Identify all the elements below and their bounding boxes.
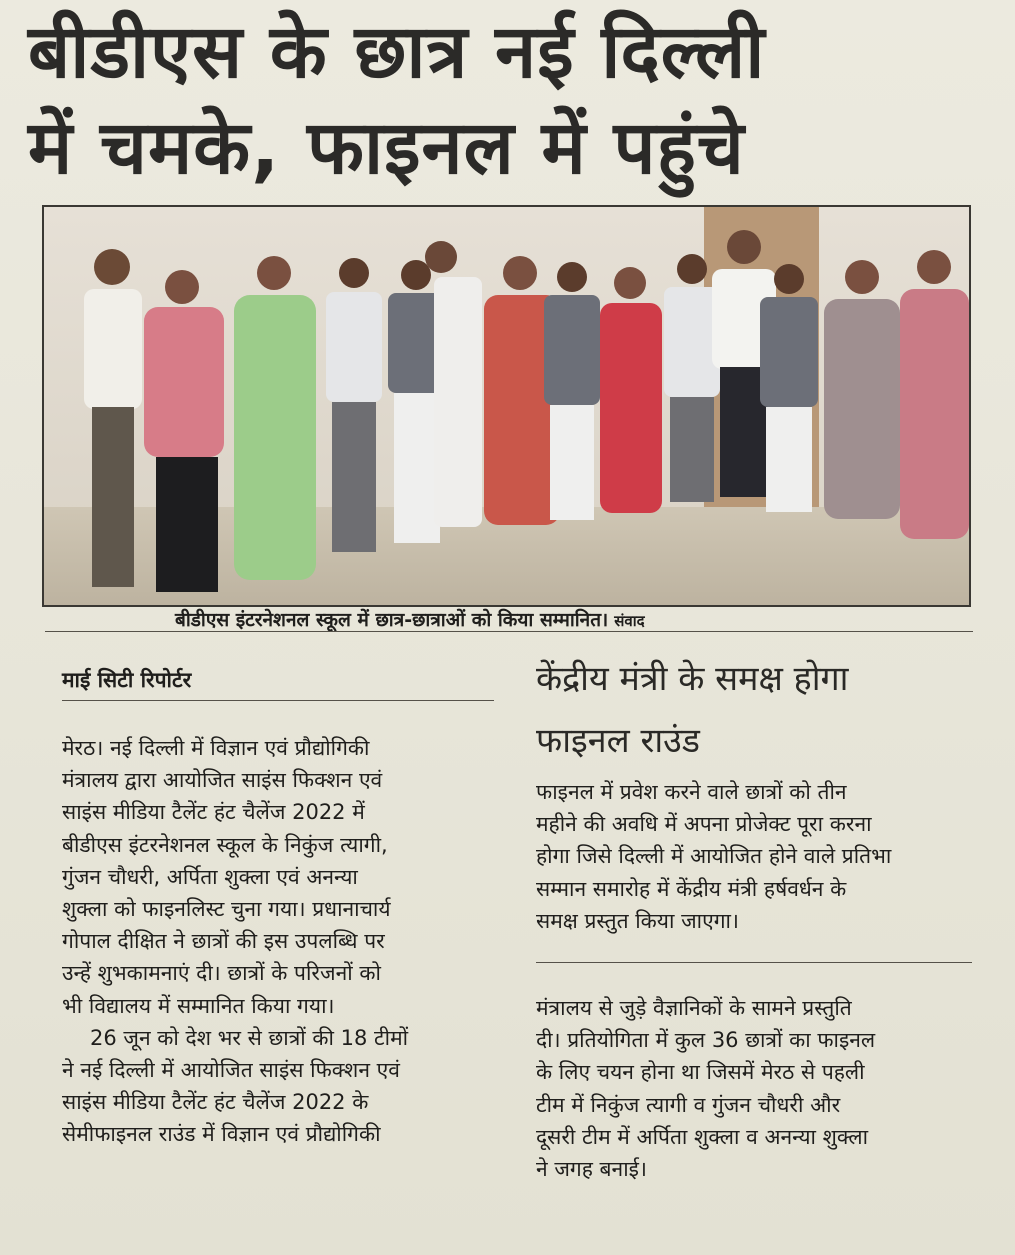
photo-caption — [175, 606, 645, 632]
body-line: 26 जून को देश भर से छात्रों की 18 टीमों — [90, 1025, 409, 1050]
group-photo-image — [44, 207, 969, 605]
right-column-top — [536, 776, 891, 937]
body-line: ने जगह बनाई। — [536, 1156, 647, 1181]
body-line: मंत्रालय द्वारा आयोजित साइंस फिक्शन एवं — [62, 768, 383, 793]
left-column — [62, 732, 408, 1150]
photo-credit: संवाद — [614, 612, 645, 630]
body-line: मंत्रालय से जुड़े वैज्ञानिकों के सामने प्रस्तुति — [536, 996, 852, 1020]
body-line: के लिए चयन होना था जिसमें मेरठ से पहली — [536, 1060, 865, 1085]
subheading-line-2: फाइनल राउंड — [536, 721, 700, 761]
body-line: गुंजन चौधरी, अर्पिता शुक्ला एवं अनन्या — [62, 864, 358, 889]
body-line: महीने की अवधि में अपना प्रोजेक्ट पूरा करना — [536, 812, 872, 837]
body-line: उन्हें शुभकामनाएं दी। छात्रों के परिजनों को — [62, 961, 381, 986]
caption-divider — [45, 631, 973, 632]
body-line: बीडीएस इंटरनेशनल स्कूल के निकुंज त्यागी, — [62, 832, 388, 857]
subheading — [536, 648, 848, 772]
body-line: दूसरी टीम में अर्पिता शुक्ला व अनन्या शुक्ला — [536, 1124, 869, 1149]
body-line: साइंस मीडिया टैलेंट हंट चैलेंज 2022 में — [62, 800, 365, 825]
news-photo — [42, 205, 971, 607]
body-line: सम्मान समारोह में केंद्रीय मंत्री हर्षवर्धन के — [536, 876, 847, 901]
body-line: साइंस मीडिया टैलेंट हंट चैलेंज 2022 के — [62, 1090, 369, 1115]
body-line: गोपाल दीक्षित ने छात्रों की इस उपलब्धि पर — [62, 929, 385, 954]
body-line: होगा जिसे दिल्ली में आयोजित होने वाले प्रतिभा — [536, 844, 892, 869]
byline: माई सिटी रिपोर्टर — [62, 668, 192, 692]
body-line: दी। प्रतियोगिता में कुल 36 छात्रों का फाइनल — [536, 1028, 876, 1053]
body-line: समक्ष प्रस्तुत किया जाएगा। — [536, 908, 739, 933]
body-line: टीम में निकुंज त्यागी व गुंजन चौधरी और — [536, 1092, 841, 1117]
caption-text: बीडीएस इंटरनेशनल स्कूल में छात्र-छात्राओं को किया सम्मानित। — [175, 609, 609, 631]
headline-line-2: में चमके, फाइनल में पहुंचे — [28, 105, 745, 191]
body-line: मेरठ। नई दिल्ली में विज्ञान एवं प्रौद्योगिकी — [62, 736, 370, 760]
body-line: फाइनल में प्रवेश करने वाले छात्रों को तीन — [536, 780, 847, 804]
body-line: शुक्ला को फाइनलिस्ट चुना गया। प्रधानाचार्य — [62, 896, 391, 921]
byline-divider — [62, 700, 494, 701]
section-divider — [536, 962, 972, 963]
body-line: भी विद्यालय में सम्मानित किया गया। — [62, 993, 335, 1018]
body-line: सेमीफाइनल राउंड में विज्ञान एवं प्रौद्योगिकी — [62, 1122, 381, 1147]
headline-line-1: बीडीएस के छात्र नई दिल्ली — [28, 9, 766, 95]
body-line: ने नई दिल्ली में आयोजित साइंस फिक्शन एवं — [62, 1057, 400, 1082]
right-column-bottom — [536, 992, 875, 1185]
subheading-line-1: केंद्रीय मंत्री के समक्ष होगा — [536, 659, 849, 699]
headline — [28, 4, 988, 196]
